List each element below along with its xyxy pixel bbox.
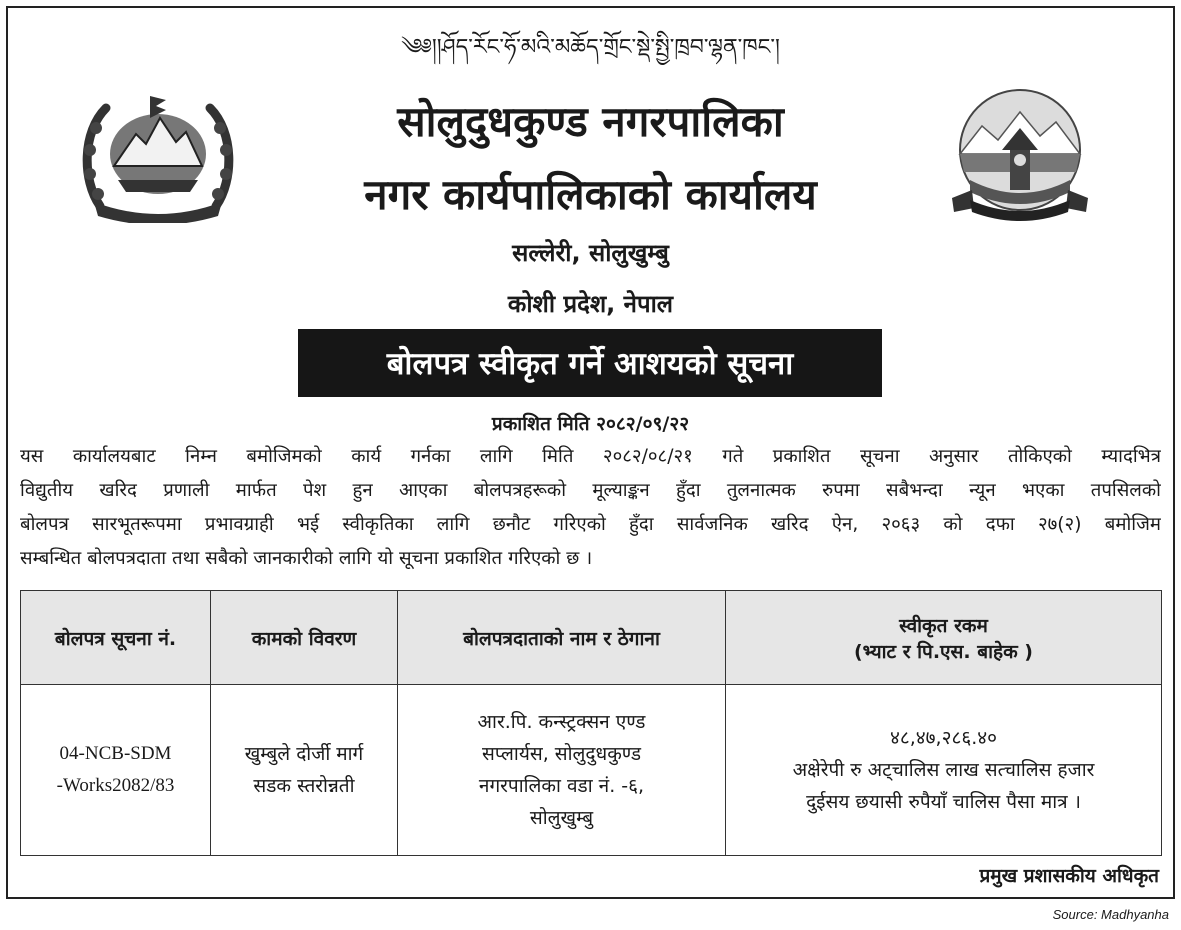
cell-line: सोलुखुम्बु <box>529 807 594 829</box>
header-notice-no: बोलपत्र सूचना नं. <box>21 591 211 685</box>
source-credit: Source: Madhyanha <box>1052 907 1169 922</box>
award-table-header-row <box>21 591 1162 685</box>
notice-title: बोलपत्र स्वीकृत गर्ने आशयको सूचना <box>386 346 794 382</box>
header-work-description: कामको विवरण <box>211 591 398 685</box>
header-approved-amount <box>726 591 1162 685</box>
municipality-logo-icon <box>950 88 1090 228</box>
province-name: कोशी प्रदेश, नेपाल <box>507 290 674 318</box>
cell-approved-amount <box>726 685 1162 856</box>
published-date: प्रकाशित मिति २०८२/०९/२२ <box>491 413 690 435</box>
office-name: नगर कार्यपालिकाको कार्यालय <box>364 170 817 219</box>
header-amount-line: (भ्याट र पि.एस. बाहेक ) <box>854 640 1033 663</box>
cell-line: नगरपालिका वडा नं. -६, <box>478 775 645 797</box>
cell-line: आर.पि. कन्स्ट्रक्सन एण्ड <box>477 711 646 733</box>
cell-line: -Works2082/83 <box>56 775 175 796</box>
amount-figure: ४८,४७,२८६.४० <box>889 727 998 749</box>
notice-body-line: विद्युतीय खरिद प्रणाली मार्फत पेश हुन आएका बोलपत्रहरूको मूल्याङ्कन हुँदा तुलनात्मक रुपमा सबैभन्दा न्यून भएका तपसिलको <box>20 480 1161 501</box>
notice-body-line: सम्बन्धित बोलपत्रदाता तथा सबैको जानकारीको लागि यो सूचना प्रकाशित गरिएको छ । <box>20 548 593 569</box>
table-row <box>21 685 1162 856</box>
cell-work-description <box>211 685 398 856</box>
nepal-emblem-icon <box>78 88 238 223</box>
amount-words-line: दुईसय छयासी रुपैयाँ चालिस पैसा मात्र । <box>806 791 1081 813</box>
amount-words-line: अक्षेरेपी रु अट्चालिस लाख सत्चालिस हजार <box>792 759 1095 781</box>
cell-line: 04-NCB-SDM <box>59 743 172 764</box>
award-table <box>20 590 1162 856</box>
municipality-name: सोलुदुधकुण्ड नगरपालिका <box>397 97 784 146</box>
cell-notice-no <box>21 685 211 856</box>
cell-line: सडक स्तरोन्नती <box>253 775 355 797</box>
cell-line: सप्लार्यस, सोलुदुधकुण्ड <box>482 743 641 765</box>
office-location: सल्लेरी, सोलुखुम्बु <box>512 239 669 267</box>
cell-bidder <box>398 685 726 856</box>
header-amount-line: स्वीकृत रकम <box>899 614 988 637</box>
header-bidder: बोलपत्रदाताको नाम र ठेगाना <box>398 591 726 685</box>
tibetan-header-line: ༄༅།།ཤོད་རོང་ཧོ་མའི་མཆོད་གྲོང་སྡེ་སྤྱི་ཁྲབ་ལྷན་ཁང་། <box>401 35 780 60</box>
notice-body <box>20 440 1161 576</box>
signatory-title: प्रमुख प्रशासकीय अधिकृत <box>979 865 1159 887</box>
notice-body-line: यस कार्यालयबाट निम्न बमोजिमको कार्य गर्नका लागि मिति २०८२/०८/२१ गते प्रकाशित सूचना अनुसार तोकिएको म्यादभित्र <box>20 446 1161 467</box>
cell-line: खुम्बुले दोर्जी मार्ग <box>244 743 364 765</box>
notice-body-line: बोलपत्र सारभूतरूपमा प्रभावग्राही भई स्वीकृतिका लागि छनौट गरिएको हुँदा सार्वजनिक खरिद ऐन, २०६३ को दफा २७(२) बमोजिम <box>20 514 1161 535</box>
notice-title-banner <box>298 329 882 397</box>
